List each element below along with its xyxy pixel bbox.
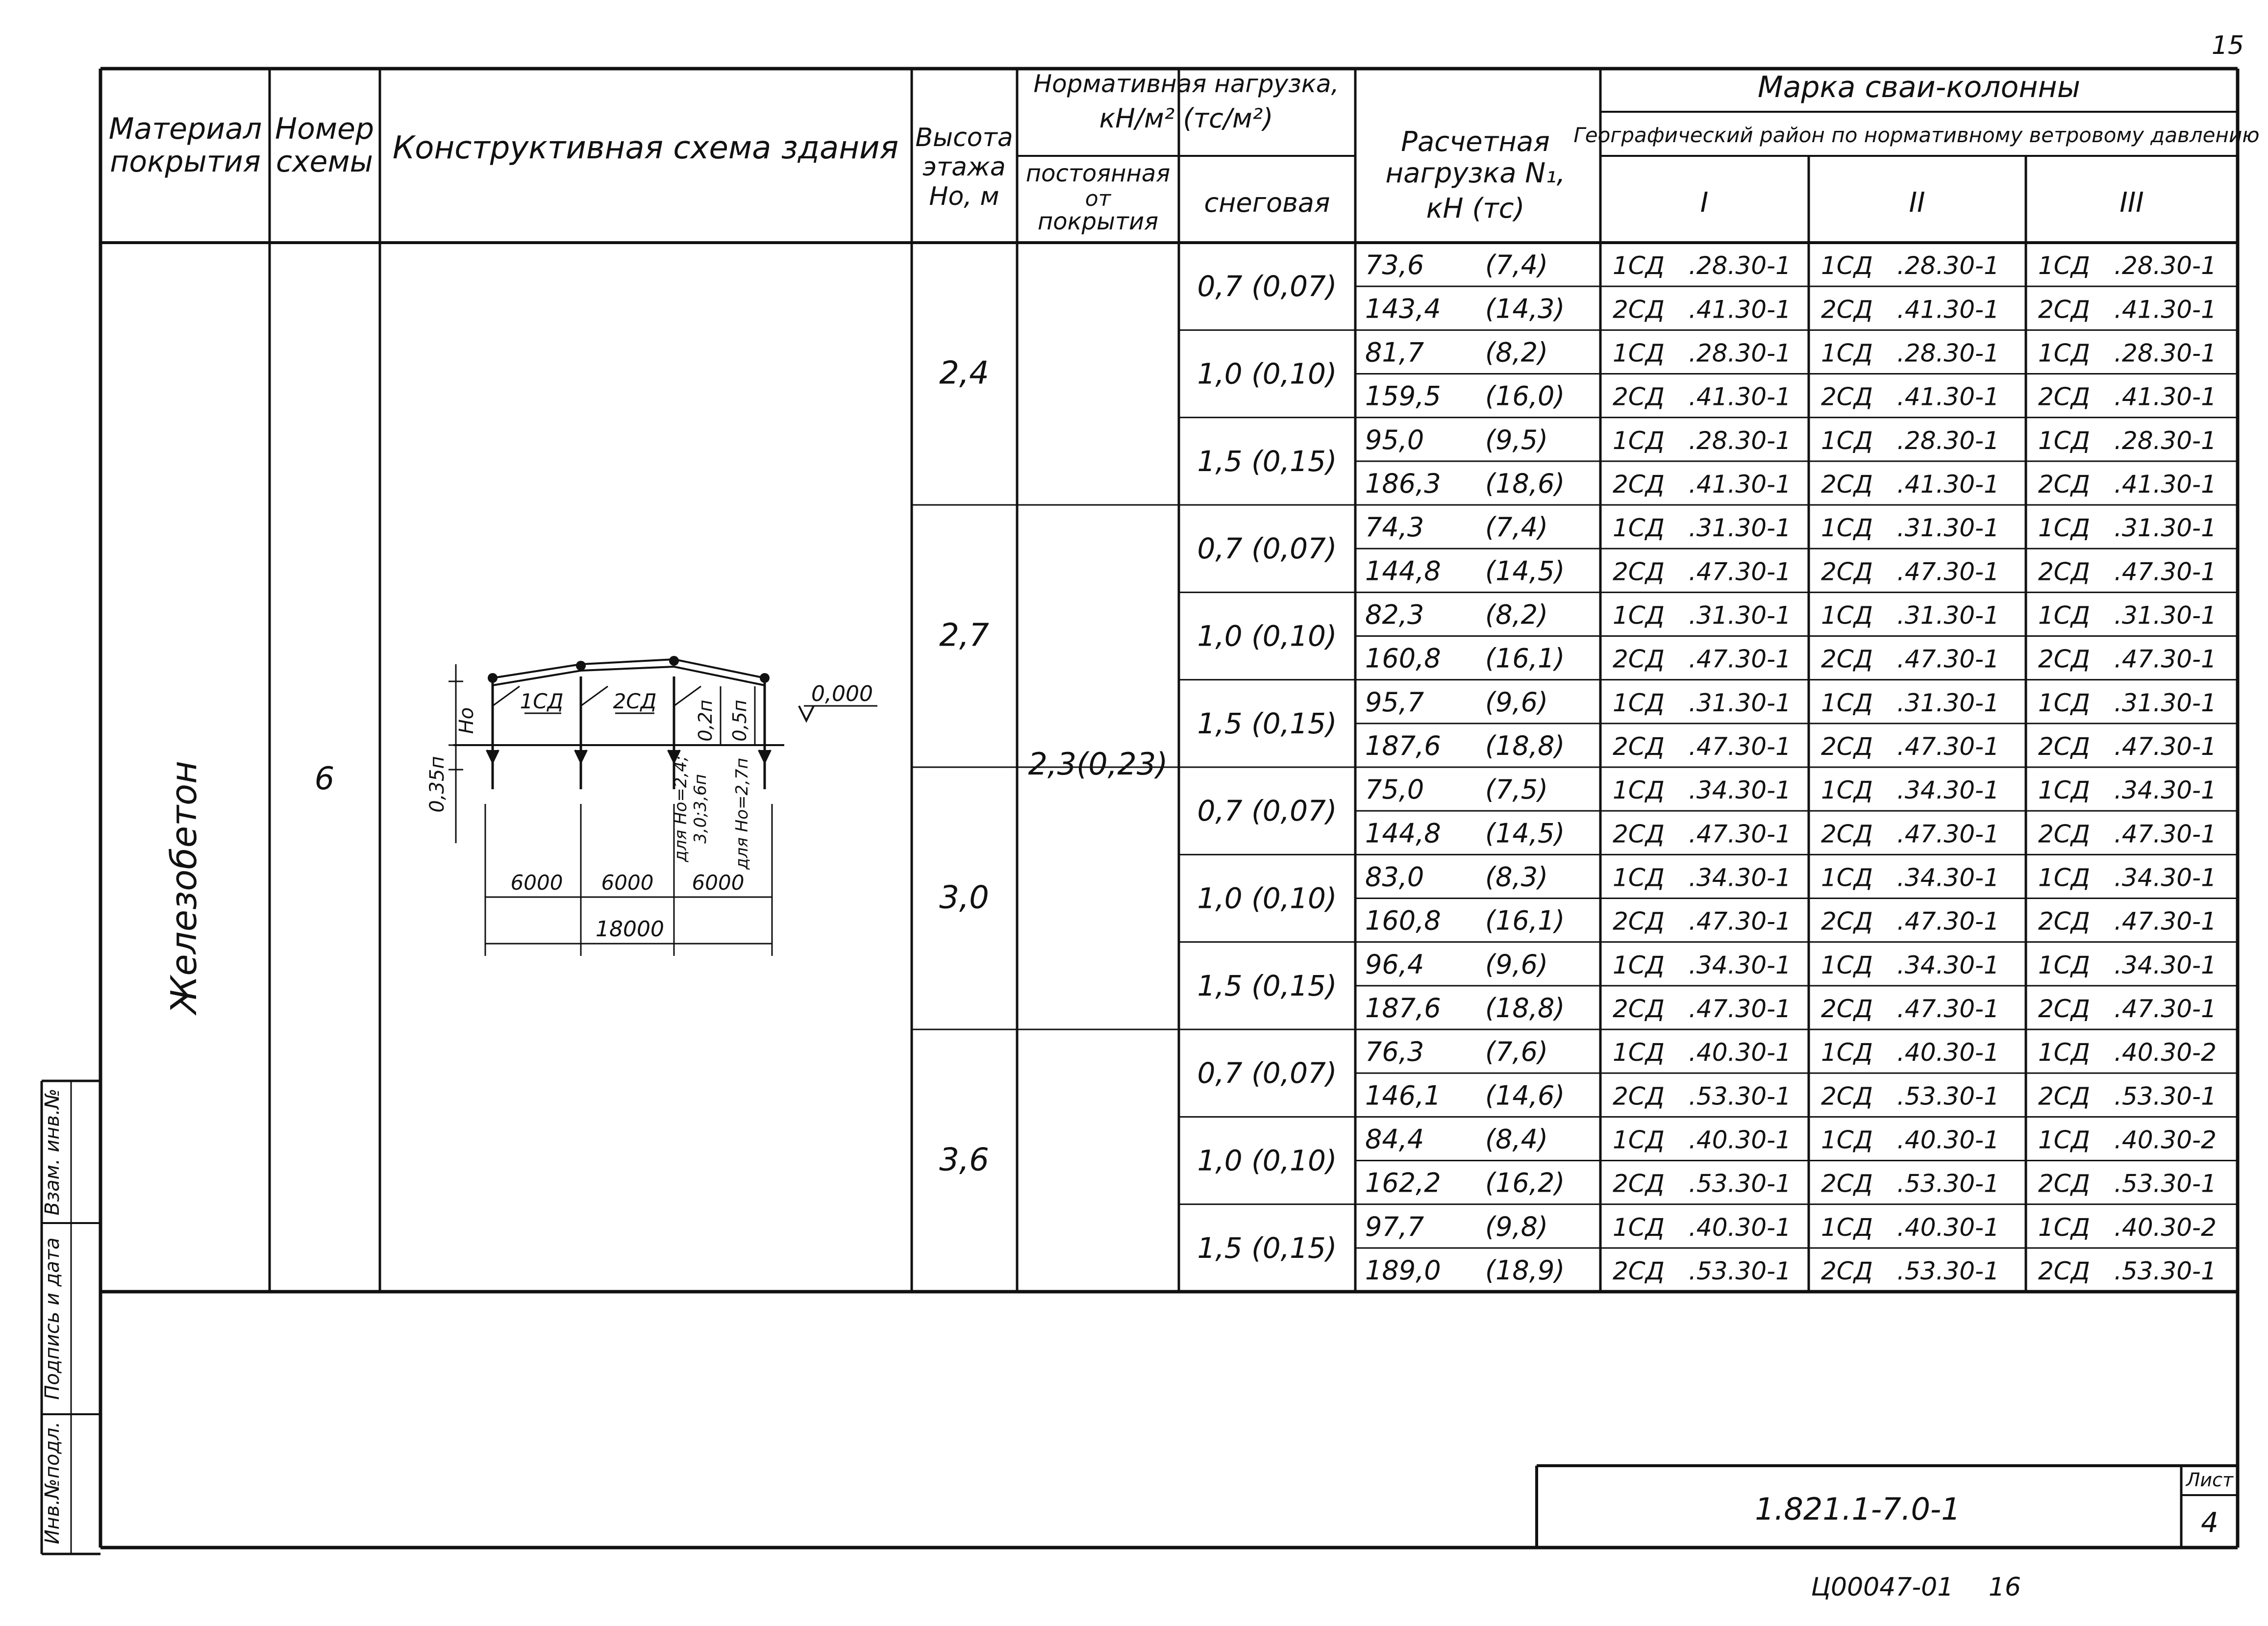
calc-load-tc: (9,5)	[1485, 424, 1548, 455]
header-geo-region: Географический район по нормативному ветровому давлению	[1573, 123, 2260, 147]
pile-mark: .34.30-1	[2114, 863, 2217, 892]
calc-load-kn: 97,7	[1365, 1211, 1424, 1242]
pile-type: 1СД	[1821, 1213, 1873, 1242]
dim-05: 0,5п	[729, 700, 750, 742]
pile-mark: .28.30-1	[2114, 339, 2217, 368]
calc-load-tc: (16,0)	[1485, 380, 1565, 412]
pile-mark: .34.30-1	[2114, 776, 2217, 805]
pile-mark: .34.30-1	[1897, 863, 1999, 892]
pile-type: 2СД	[1613, 557, 1665, 586]
header-calc-load: Расчетная	[1401, 126, 1550, 158]
pile-mark: .34.30-1	[1689, 951, 1791, 979]
pile-mark: .40.30-1	[1897, 1038, 1999, 1067]
span-1: 6000	[510, 871, 563, 895]
calc-load-kn: 160,8	[1365, 905, 1441, 936]
pile-mark: .41.30-1	[2114, 382, 2217, 411]
pile-mark: .53.30-1	[1689, 1082, 1791, 1111]
snow-load-value: 1,0 (0,10)	[1197, 357, 1337, 391]
pile-type: 2СД	[1613, 1257, 1665, 1286]
height-value: 3,0	[939, 879, 989, 916]
pile-mark: .34.30-1	[1689, 863, 1791, 892]
pile-type: 1СД	[2038, 251, 2090, 280]
diagram-note: для Но=2,4;	[671, 755, 691, 862]
calc-load-kn: 75,0	[1365, 774, 1424, 805]
pile-mark: .53.30-1	[1689, 1257, 1791, 1286]
span-total: 18000	[596, 917, 664, 942]
pile-type: 2СД	[1613, 295, 1665, 324]
pile-mark: .31.30-1	[1689, 601, 1791, 630]
pile-type: 2СД	[2038, 907, 2090, 936]
calc-load-kn: 143,4	[1365, 293, 1441, 325]
pile-mark: .41.30-1	[1689, 295, 1791, 324]
pile-type: 1СД	[1613, 339, 1665, 368]
header-height: Но, м	[929, 182, 999, 211]
header-calc-load: кН (тс)	[1426, 193, 1525, 225]
pile-type: 2СД	[2038, 382, 2090, 411]
pile-mark: .40.30-1	[1689, 1126, 1791, 1154]
calc-load-tc: (16,1)	[1485, 643, 1565, 674]
corner-page-number: 15	[2211, 31, 2244, 60]
header-region-3: III	[2119, 187, 2144, 219]
pile-type: 1СД	[2038, 1038, 2090, 1067]
header-norm-const: от	[1085, 186, 1111, 211]
calc-load-tc: (7,4)	[1485, 250, 1548, 281]
header-material: покрытия	[110, 145, 261, 179]
pile-mark: .28.30-1	[2114, 426, 2217, 455]
diagram-note: 3,0;3,6п	[691, 774, 710, 844]
pile-mark: .47.30-1	[1689, 995, 1791, 1024]
pile-type: 2СД	[1613, 1169, 1665, 1198]
pile-mark: .41.30-1	[1897, 382, 1999, 411]
pile-mark: .31.30-1	[1689, 514, 1791, 543]
calc-load-tc: (8,2)	[1485, 599, 1548, 630]
pile-mark: .40.30-1	[1689, 1213, 1791, 1242]
pile-mark: .53.30-1	[1689, 1169, 1791, 1198]
dim-02: 0,2п	[695, 700, 716, 742]
calc-load-tc: (8,2)	[1485, 337, 1548, 368]
pile-type: 1СД	[1613, 1213, 1665, 1242]
snow-load-value: 1,5 (0,15)	[1197, 444, 1337, 478]
header-calc-load: нагрузка N₁,	[1385, 157, 1566, 189]
calc-load-kn: 189,0	[1365, 1255, 1441, 1286]
pile-type: 1СД	[1613, 951, 1665, 979]
brace-line	[581, 686, 608, 706]
pile-mark: .28.30-1	[2114, 251, 2217, 280]
pile-mark: .53.30-1	[1897, 1257, 1999, 1286]
pile-mark: .31.30-1	[1897, 514, 1999, 543]
calc-load-kn: 83,0	[1365, 861, 1424, 893]
pile-mark: .47.30-1	[2114, 995, 2217, 1024]
pile-arrow	[575, 750, 587, 762]
pile-type: 1СД	[1821, 1126, 1873, 1154]
pile-mark: .53.30-1	[2114, 1082, 2217, 1111]
pile-mark: .31.30-1	[1689, 688, 1791, 717]
pile-mark: .41.30-1	[1897, 295, 1999, 324]
pile-mark: .31.30-1	[2114, 601, 2217, 630]
pile-type: 2СД	[2038, 1082, 2090, 1111]
pile-mark: .40.30-1	[1897, 1213, 1999, 1242]
calc-load-tc: (14,3)	[1485, 293, 1565, 325]
pile-mark: .41.30-1	[1689, 382, 1791, 411]
pile-type: 2СД	[1613, 1082, 1665, 1111]
pile-mark: .41.30-1	[1897, 470, 1999, 499]
pile-type: 2СД	[1821, 295, 1873, 324]
pile-mark: .47.30-1	[1689, 907, 1791, 936]
column-node-dot	[669, 656, 679, 666]
pile-type: 2СД	[2038, 645, 2090, 674]
calc-load-tc: (9,8)	[1485, 1211, 1548, 1242]
snow-load-value: 0,7 (0,07)	[1197, 532, 1337, 566]
level-arrow	[799, 706, 814, 721]
pile-mark: .47.30-1	[1689, 557, 1791, 586]
pile-type: 1СД	[1613, 1126, 1665, 1154]
pile-mark: .53.30-1	[1897, 1169, 1999, 1198]
doc-code: 1.821.1-7.0-1	[1755, 1491, 1961, 1527]
pile-type: 2СД	[2038, 470, 2090, 499]
pile-type: 2СД	[1821, 995, 1873, 1024]
header-scheme-no: схемы	[275, 145, 374, 179]
const-load-value: 2,3(0,23)	[1028, 746, 1168, 782]
pile-mark: .41.30-1	[2114, 470, 2217, 499]
pile-type: 2СД	[2038, 295, 2090, 324]
pile-mark: .40.30-2	[2114, 1213, 2217, 1242]
pile-type: 1СД	[1821, 1038, 1873, 1067]
side-label-sign: Подпись и дата	[41, 1237, 64, 1400]
scheme-number: 6	[314, 761, 335, 797]
pile-type: 1СД	[2038, 1126, 2090, 1154]
calc-load-tc: (7,5)	[1485, 774, 1548, 805]
pile-type: 1СД	[2038, 776, 2090, 805]
brace-line	[493, 686, 520, 706]
column-node-dot	[488, 673, 498, 683]
pile-type: 2СД	[2038, 820, 2090, 849]
calc-load-tc: (16,1)	[1485, 905, 1565, 936]
pile-type: 1СД	[1821, 426, 1873, 455]
label-1sd: 1СД	[520, 689, 564, 713]
calc-load-tc: (9,6)	[1485, 949, 1548, 980]
span-2: 6000	[601, 871, 654, 895]
pile-type: 1СД	[2038, 1213, 2090, 1242]
pile-type: 1СД	[1821, 251, 1873, 280]
pile-type: 1СД	[1821, 688, 1873, 717]
calc-load-kn: 82,3	[1365, 599, 1424, 630]
pile-type: 1СД	[2038, 863, 2090, 892]
pile-mark: .34.30-1	[2114, 951, 2217, 979]
pile-type: 2СД	[2038, 1169, 2090, 1198]
snow-load-value: 0,7 (0,07)	[1197, 270, 1337, 303]
sheet-number: 4	[2201, 1507, 2218, 1539]
pile-type: 2СД	[1613, 470, 1665, 499]
calc-load-tc: (18,9)	[1485, 1255, 1565, 1286]
pile-type: 1СД	[1613, 251, 1665, 280]
calc-load-kn: 159,5	[1365, 380, 1441, 412]
header-pile-mark: Марка сваи-колонны	[1757, 70, 2081, 104]
pile-mark: .47.30-1	[2114, 820, 2217, 849]
pile-type: 1СД	[1821, 514, 1873, 543]
level-mark: 0,000	[811, 681, 873, 706]
header-height: Высота	[915, 123, 1013, 152]
pile-type: 2СД	[1821, 1169, 1873, 1198]
pile-mark: .47.30-1	[1689, 732, 1791, 761]
pile-type: 2СД	[1821, 382, 1873, 411]
calc-load-tc: (18,8)	[1485, 993, 1565, 1024]
span-3: 6000	[692, 871, 745, 895]
pile-mark: .53.30-1	[2114, 1257, 2217, 1286]
dim-left: 0,35п	[426, 756, 449, 813]
pile-mark: .34.30-1	[1897, 776, 1999, 805]
pile-mark: .47.30-1	[2114, 557, 2217, 586]
pile-mark: .34.30-1	[1689, 776, 1791, 805]
side-label-inv: Инв.№подл.	[41, 1421, 64, 1545]
calc-load-kn: 160,8	[1365, 643, 1441, 674]
pile-type: 2СД	[1821, 820, 1873, 849]
snow-load-value: 1,0 (0,10)	[1197, 881, 1337, 915]
calc-load-kn: 146,1	[1365, 1080, 1441, 1111]
height-value: 2,4	[939, 355, 989, 392]
side-label-vzam: Взам. инв.№	[41, 1088, 64, 1216]
calc-load-tc: (16,2)	[1485, 1167, 1565, 1199]
pile-mark: .31.30-1	[1897, 688, 1999, 717]
calc-load-kn: 74,3	[1365, 512, 1424, 543]
pile-mark: .47.30-1	[2114, 645, 2217, 674]
pile-mark: .28.30-1	[1897, 251, 1999, 280]
pile-type: 2СД	[1821, 1082, 1873, 1111]
column-node-dot	[760, 673, 770, 683]
pile-type: 2СД	[1613, 645, 1665, 674]
diagram-note: для Но=2,7п	[732, 758, 752, 870]
calc-load-tc: (8,4)	[1485, 1124, 1548, 1155]
calc-load-tc: (18,8)	[1485, 730, 1565, 762]
calc-load-tc: (7,4)	[1485, 512, 1548, 543]
calc-load-tc: (7,6)	[1485, 1036, 1548, 1068]
pile-mark: .47.30-1	[2114, 907, 2217, 936]
header-norm-load: кН/м² (тс/м²)	[1099, 103, 1273, 134]
calc-load-kn: 144,8	[1365, 818, 1441, 849]
pile-mark: .28.30-1	[1689, 339, 1791, 368]
calc-load-kn: 186,3	[1365, 468, 1441, 500]
calc-load-tc: (9,6)	[1485, 686, 1548, 718]
pile-type: 2СД	[2038, 995, 2090, 1024]
pile-type: 1СД	[1613, 426, 1665, 455]
pile-type: 1СД	[2038, 951, 2090, 979]
calc-load-tc: (14,5)	[1485, 555, 1565, 587]
pile-arrow	[759, 750, 771, 762]
calc-load-kn: 81,7	[1365, 337, 1424, 368]
pile-mark: .31.30-1	[2114, 688, 2217, 717]
calc-load-kn: 187,6	[1365, 730, 1441, 762]
footer-code: Ц00047-01	[1811, 1573, 1954, 1602]
pile-type: 1СД	[1613, 688, 1665, 717]
pile-type: 1СД	[1821, 339, 1873, 368]
header-norm-const: постоянная	[1025, 160, 1171, 187]
header-height: этажа	[922, 152, 1006, 182]
pile-mark: .53.30-1	[2114, 1169, 2217, 1198]
sheet-label: Лист	[2186, 1469, 2234, 1491]
pile-type: 2СД	[1821, 907, 1873, 936]
pile-mark: .28.30-1	[1897, 339, 1999, 368]
material-value: Железобетон	[163, 760, 204, 1014]
pile-mark: .47.30-1	[1897, 907, 1999, 936]
calc-load-kn: 76,3	[1365, 1036, 1424, 1068]
pile-mark: .31.30-1	[1897, 601, 1999, 630]
height-value: 2,7	[939, 617, 989, 654]
pile-mark: .41.30-1	[1689, 470, 1791, 499]
calc-load-kn: 144,8	[1365, 555, 1441, 587]
pile-type: 1СД	[1613, 776, 1665, 805]
pile-mark: .40.30-2	[2114, 1038, 2217, 1067]
header-norm-snow: снеговая	[1204, 187, 1330, 218]
pile-mark: .34.30-1	[1897, 951, 1999, 979]
pile-type: 1СД	[2038, 601, 2090, 630]
pile-type: 2СД	[1613, 732, 1665, 761]
calc-load-tc: (14,6)	[1485, 1080, 1565, 1111]
pile-mark: .40.30-1	[1689, 1038, 1791, 1067]
header-region-2: II	[1909, 187, 1925, 219]
snow-load-value: 1,5 (0,15)	[1197, 969, 1337, 1002]
pile-type: 1СД	[1821, 601, 1873, 630]
pile-type: 1СД	[1613, 863, 1665, 892]
pile-type: 1СД	[1821, 951, 1873, 979]
pile-type: 2СД	[2038, 732, 2090, 761]
header-scheme-no: Номер	[274, 112, 374, 146]
calc-load-kn: 96,4	[1365, 949, 1424, 980]
calc-load-kn: 95,7	[1365, 686, 1424, 718]
pile-mark: .47.30-1	[2114, 732, 2217, 761]
header-norm-load: Нормативная нагрузка,	[1033, 70, 1339, 98]
calc-load-tc: (18,6)	[1485, 468, 1565, 500]
pile-mark: .47.30-1	[1689, 645, 1791, 674]
snow-load-value: 0,7 (0,07)	[1197, 1056, 1337, 1090]
header-scheme: Конструктивная схема здания	[392, 130, 899, 166]
pile-mark: .28.30-1	[1689, 251, 1791, 280]
calc-load-kn: 73,6	[1365, 250, 1424, 281]
pile-type: 2СД	[1821, 732, 1873, 761]
pile-type: 1СД	[1613, 1038, 1665, 1067]
pile-type: 2СД	[1821, 645, 1873, 674]
pile-type: 1СД	[2038, 339, 2090, 368]
pile-mark: .47.30-1	[1897, 645, 1999, 674]
pile-type: 2СД	[1613, 820, 1665, 849]
calc-load-kn: 84,4	[1365, 1124, 1424, 1155]
header-region-1: I	[1700, 187, 1709, 219]
snow-load-value: 0,7 (0,07)	[1197, 794, 1337, 828]
calc-load-kn: 162,2	[1365, 1167, 1441, 1199]
snow-load-value: 1,0 (0,10)	[1197, 1144, 1337, 1177]
pile-arrow	[487, 750, 498, 762]
calc-load-tc: (14,5)	[1485, 818, 1565, 849]
pile-type: 1СД	[2038, 426, 2090, 455]
pile-mark: .31.30-1	[2114, 514, 2217, 543]
pile-mark: .40.30-2	[2114, 1126, 2217, 1154]
pile-mark: .47.30-1	[1689, 820, 1791, 849]
pile-mark: .40.30-1	[1897, 1126, 1999, 1154]
pile-mark: .28.30-1	[1689, 426, 1791, 455]
pile-type: 1СД	[1821, 863, 1873, 892]
calc-load-tc: (8,3)	[1485, 861, 1548, 893]
pile-mark: .47.30-1	[1897, 557, 1999, 586]
height-value: 3,6	[939, 1142, 989, 1178]
calc-load-kn: 95,0	[1365, 424, 1424, 455]
calc-load-kn: 187,6	[1365, 993, 1441, 1024]
pile-mark: .28.30-1	[1897, 426, 1999, 455]
pile-type: 1СД	[2038, 514, 2090, 543]
pile-type: 2СД	[2038, 557, 2090, 586]
pile-mark: .53.30-1	[1897, 1082, 1999, 1111]
pile-type: 2СД	[1821, 1257, 1873, 1286]
snow-load-value: 1,5 (0,15)	[1197, 1231, 1337, 1265]
pile-type: 2СД	[1613, 382, 1665, 411]
snow-load-value: 1,5 (0,15)	[1197, 706, 1337, 740]
snow-load-value: 1,0 (0,10)	[1197, 619, 1337, 653]
pile-type: 2СД	[1613, 907, 1665, 936]
pile-mark: .41.30-1	[2114, 295, 2217, 324]
header-norm-const: покрытия	[1037, 208, 1159, 235]
pile-type: 2СД	[1821, 557, 1873, 586]
dim-ho: Но	[455, 707, 478, 734]
pile-type: 1СД	[1821, 776, 1873, 805]
footer-page: 16	[1988, 1573, 2021, 1602]
pile-mark: .47.30-1	[1897, 820, 1999, 849]
pile-type: 1СД	[1613, 514, 1665, 543]
pile-type: 2СД	[2038, 1257, 2090, 1286]
header-material: Материал	[108, 112, 262, 146]
pile-type: 2СД	[1821, 470, 1873, 499]
pile-type: 2СД	[1613, 995, 1665, 1024]
label-2sd: 2СД	[613, 689, 657, 713]
pile-mark: .47.30-1	[1897, 732, 1999, 761]
pile-type: 1СД	[2038, 688, 2090, 717]
pile-mark: .47.30-1	[1897, 995, 1999, 1024]
column-node-dot	[576, 661, 586, 671]
pile-type: 1СД	[1613, 601, 1665, 630]
